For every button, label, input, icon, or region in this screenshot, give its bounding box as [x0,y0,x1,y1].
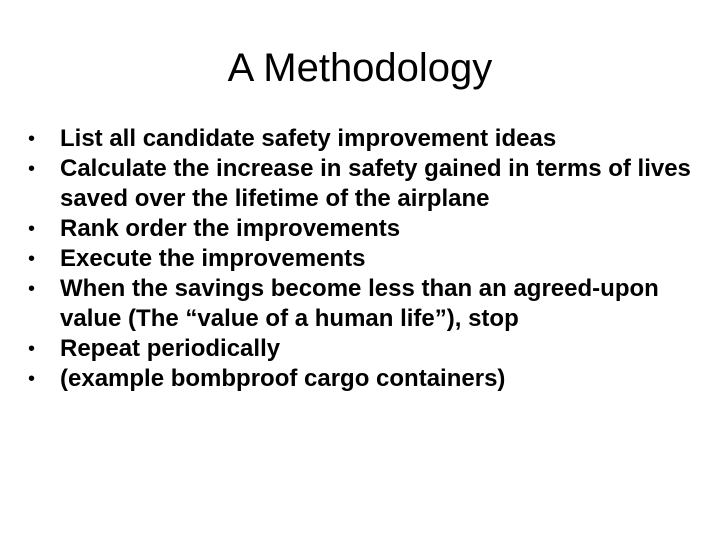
bullet-text: List all candidate safety improvement ideas [60,125,557,152]
bullet-icon: • [28,248,36,270]
bullet-item [28,154,708,214]
bullet-list [28,124,708,394]
bullet-item [28,124,708,154]
bullet-icon: • [28,368,36,390]
bullet-text: When the savings become less than an agreed-upon value (The “value of a human life”), stop [60,275,659,332]
slide-title: A Methodology [227,46,493,90]
bullet-text: Execute the improvements [60,245,366,272]
bullet-item [28,364,708,394]
bullet-icon: • [28,338,36,360]
bullet-text: Calculate the increase in safety gained in terms of lives saved over the lifetime of the airplane [60,155,691,212]
bullet-icon: • [28,128,36,150]
bullet-text: (example bombproof cargo containers) [60,365,506,392]
bullet-text: Repeat periodically [60,335,281,362]
bullet-item [28,214,708,244]
bullet-item [28,274,708,334]
bullet-item [28,334,708,364]
bullet-text: Rank order the improvements [60,215,401,242]
bullet-icon: • [28,218,36,240]
bullet-icon: • [28,158,36,180]
bullet-icon: • [28,278,36,300]
bullet-item [28,244,708,274]
